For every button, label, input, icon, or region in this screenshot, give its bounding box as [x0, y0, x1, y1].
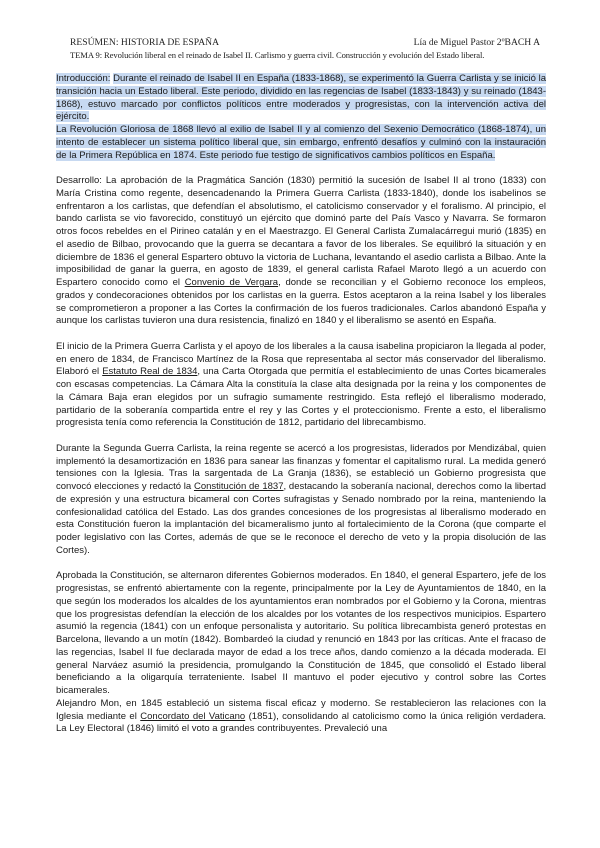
development-paragraph-1	[56, 175, 546, 328]
header-author: Lía de Miguel Pastor 2ºBACH A	[413, 37, 540, 48]
text-segment: Desarrollo: La aprobación de la Pragmática Sanción (1830) permitió la sucesión de Isabel II al trono (1833) con María Cristina como regente, desencadenando la Primera Guerra Carlista (1833-1840), donde los isabelinos se enfrentaron a los carlistas, que defendían el absolutismo, el catolicismo conservador y el foralismo. Al principio, el bando carlista se vio favorecido, constituyó un ejército que dominó parte del País Vasco y Navarra. Se formaron otros focos rebeldes en el Pirineo catalán y en el Maestrazgo. El General Carlista Zumalacárregui murió (1835) en el asedio de Bilbao, provocando que la guerra se decantara a favor de los liberales. Se equilibró la situación y en diciembre de 1836 el general Espartero obtuvo la victoria de Luchana, levantando el asedio carlista a Bilbao. Ante la imposibilidad de ganar la guerra, en agosto de 1839, el general carlista Rafael Maroto llegó a un acuerdo con Espartero conocido como el	[56, 175, 546, 288]
header-row	[70, 36, 540, 49]
intro-text-2: La Revolución Gloriosa de 1868 llevó al exilio de Isabel II y al comienzo del Sexenio Democrático (1868-1874), un intento de establecer un sistema político liberal que, sin embargo, enfrentó desafíos y culminó con la instauración de la Primera República en 1874. Este periodo fue testigo de significativos cambios políticos en España.	[56, 124, 546, 161]
text-segment: (1851), consolidando al catolicismo como la única religión verdadera. La Ley Electoral (1846) limitó el voto a grandes contribuyentes. Prevaleció una	[56, 710, 546, 735]
text-segment: Alejandro Mon, en 1845 estableció un sistema fiscal eficaz y moderno. Se restablecieron las relaciones con la Iglesia mediante el	[56, 697, 546, 722]
convenio-vergara-underlined: Convenio de Vergara	[184, 277, 279, 288]
header-course-title: RESÚMEN: HISTORIA DE ESPAÑA	[70, 37, 219, 48]
header-topic: TEMA 9: Revolución liberal en el reinado de Isabel II. Carlismo y guerra civil. Construcción y evolución del Estado liberal.	[70, 50, 485, 60]
text-segment: , donde se reconcilian y el Gobierno reconoce los empleos, grados y condecoraciones obtenidos por los carlistas en la guerra. Estos aceptaron a la reina Isabel y los liberales se comprometieron a proponer a las Cortes la confirmación de los fueros tradicionales. Carlos abandonó España y aunque los carlistas tuvieron una dura resistencia, finalizó en 1840 y el liberalismo se asentó en España.	[56, 277, 546, 327]
constitucion-1837-underlined: Constitución de 1837	[193, 481, 284, 492]
page-header	[70, 36, 540, 62]
development-paragraph-3	[56, 443, 546, 558]
concordato-underlined: Concordato del Vaticano	[140, 710, 246, 722]
intro-paragraph	[56, 73, 546, 124]
estatuto-real-underlined: Estatuto Real de 1834	[102, 366, 198, 378]
text-segment: El inicio de la Primera Guerra Carlista y el apoyo de los liberales a la causa isabelina propiciaron la llegada al poder, en enero de 1834, de Francisco Martínez de la Rosa que representaba al sector más conservador del liberalismo. Elaboró el	[56, 340, 546, 378]
text-segment: , una Carta Otorgada que permitía el establecimiento de unas Cortes bicamerales con escasas competencias. La Cámara Alta la constituía la clase alta designada por la reina y los componentes de la Cámara Baja eran elegidos por un sufragio sumamente restringido. Esta reflejó el liberalismo moderado, partidario de la soberanía compartida entre el rey y las Cortes y el proteccionismo. Frente a esto, el liberalismo progresista tenía como referencia la Constitución de 1812, partidario del librecambismo.	[56, 366, 546, 429]
development-paragraph-2	[56, 341, 546, 430]
text-segment: , destacando la soberanía nacional, derechos como la libertad de expresión y una estructura bicameral con Cortes sufragistas y Senado nombrado por la reina, manteniendo la confesionalidad católica del Estado. Las dos grandes concesiones de los progresistas al liberalismo moderado en esta Constitución fueron la implantación del bicameralismo junto al fortalecimiento de la Corona (que comparte el poder legislativo con las Cortes, además de que se le reconoce el derecho de veto y la propia disolución de las Cortes).	[56, 481, 546, 556]
development-paragraph-4: Aprobada la Constitución, se alternaron diferentes Gobiernos moderados. En 1840, el general Espartero, jefe de los progresistas, se enfrentó abiertamente con la regente, principalmente por la Ley de Ayuntamientos de 1840, en la que según los moderados los alcaldes de los ayuntamientos eran nombrados por el Gobierno y la Corona, mientras que los progresistas defendían la elección de los alcaldes por los votantes de los respectivos municipios. Espartero asumió la regencia (1841) con un enfoque personalista y autoritario. Su política librecambista generó protestas en Barcelona, llevando a un motín (1842). Bombardeó la ciudad y renunció en 1843 por las críticas. Ante el fracaso de las regencias, Isabel II fue declarada mayor de edad a los trece años, dando comienzo a la década moderada. El general Narváez asumió la presidencia, promulgando la Constitución de 1845, que consolidó el Estado liberal beneficiando a la oligarquía terrateniente. Isabel II mantuvo el poder ejecutivo y control sobre las Cortes bicamerales.	[56, 570, 546, 696]
development-paragraph-5	[56, 698, 546, 736]
intro-text: Durante el reinado de Isabel II en España (1833-1868), se experimentó la Guerra Carlista y se inició la transición hacia un Estado liberal. Este periodo, dividido en las regencias de Isabel (1833-1843) y su reinado (1843-1868), estuvo marcado por conflictos políticos entre moderados y progresistas, con la intervención activa del ejército.	[56, 73, 547, 123]
document-body	[56, 73, 546, 736]
intro-paragraph-2	[56, 124, 546, 162]
intro-label: Introducción:	[56, 73, 111, 84]
text-segment: Durante la Segunda Guerra Carlista, la reina regente se acercó a los progresistas, liderados por Mendizábal, quien implementó la desamortización en 1836 para sanear las finanzas y fomentar el capitalismo rural. La medida generó tensiones con la Iglesia. Tras la sargentada de La Granja (1836), se estableció un Gobierno progresista que convocó elecciones y redactó la	[56, 442, 546, 492]
